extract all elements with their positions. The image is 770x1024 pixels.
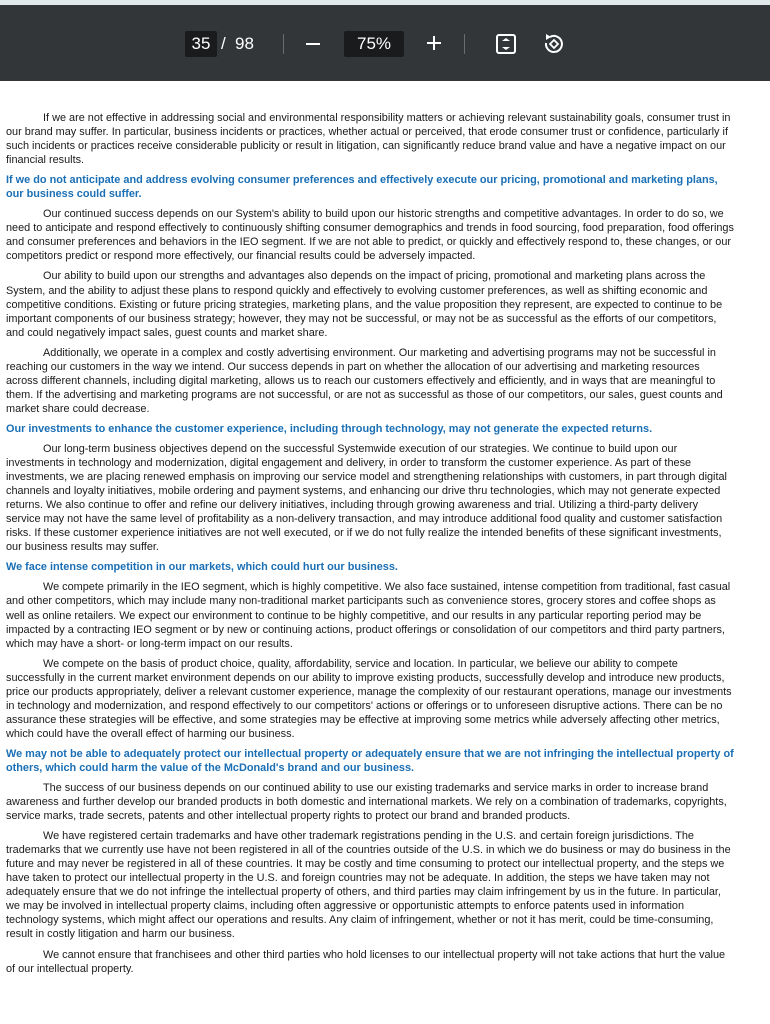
paragraph: Our continued success depends on our System's ability to build upon our historic strengths and competitive advantages. In order to do so, we need to anticipate and respond effectively to continuously shifting consumer demographics and trends in food sourcing, food preparation, food offerings and consumer preferences and behaviors in the IEO segment. If we are not able to predict, or quickly and effectively respond to, these changes, or our competitors predict or respond more effectively, our financial results could be adversely impacted.	[6, 208, 734, 263]
section-heading: We may not be able to adequately protect our intellectual property or adequately ensure that we are not infringing the intellectual property of others, which could harm the value of the McDonald's brand and our business.	[6, 747, 734, 774]
minus-icon	[300, 31, 326, 57]
zoom-out-button[interactable]	[300, 31, 326, 57]
page-separator: /	[221, 34, 226, 53]
paragraph: We cannot ensure that franchisees and other third parties who hold licenses to our intellectual property will not take actions that hurt the value of our intellectual property.	[6, 948, 726, 975]
page-total: 98	[235, 34, 254, 53]
section-heading: If we do not anticipate and address evolving consumer preferences and effectively execute our pricing, promotional and marketing plans, our business could suffer.	[6, 174, 718, 201]
paragraph: We compete on the basis of product choice, quality, affordability, service and location. In particular, we believe our ability to compete successfully in the current market environment depends on our ability to improve existing products, successfully develop and introduce new products, price our products appropriately, deliver a relevant customer experience, manage the complexity of our restaurant operations, manage our investments in technology and modernization, and respond effectively to our competitors' actions or offerings or to unforeseen disruptive actions. There can be no assurance these strategies will be effective, and some strategies may be effective at improving some metrics while adversely affecting other metrics, which could have the overall effect of harming our business.	[6, 657, 732, 740]
paragraph: Our long-term business objectives depend on the successful Systemwide execution of our strategies. We continue to build upon our investments in technology and modernization, digital engagement and delivery, in order to transform the customer experience. As part of these investments, we are placing renewed emphasis on improving our service model and strengthening relationships with customers, in part through digital channels and loyalty initiatives, mobile ordering and payment systems, and enhancing our drive thru technologies, which may not generate expected returns. We also continue to offer and refine our delivery initiatives, including through growing awareness and trial. Utilizing a third-party delivery service may not have the same level of profitability as a non-delivery transaction, and may introduce additional food quality and customer satisfaction risks. If these customer experience initiatives are not well executed, or if we do not fully realize the intended benefits of these significant investments, our business results may suffer.	[6, 442, 727, 554]
paragraph: Additionally, we operate in a complex and costly advertising environment. Our marketing and advertising programs may not be successful in reaching our customers in the way we intend. Our success depends in part on whether the allocation of our advertising and marketing resources across different channels, including digital marketing, allows us to reach our customers effectively and efficiently, and in ways that are meaningful to them. If the advertising and marketing programs are not successful, or are not as successful as those of our competitors, our sales, guest counts and market share could decrease.	[6, 346, 723, 415]
rotate-icon	[540, 30, 568, 58]
fit-to-page-button[interactable]	[493, 31, 519, 57]
paragraph: We compete primarily in the IEO segment, which is highly competitive. We also face sustained, intense competition from traditional, fast casual and other competitors, which may include many non-traditional market participants such as convenience stores, grocery stores and coffee shops as well as online retailers. We expect our environment to continue to be highly competitive, and our results in any particular reporting period may be impacted by a contracting IEO segment or by new or continuing actions, product offerings or consolidation of our competitors and third party partners, which may have a short- or long-term impact on our results.	[6, 581, 731, 650]
toolbar-divider	[464, 34, 465, 54]
paragraph: The success of our business depends on our continued ability to use our existing trademarks and service marks in order to increase brand awareness and further develop our branded products in both domestic and international markets. We rely on a combination of trademarks, copyrights, service marks, trade secrets, patents and other intellectual property rights to protect our brand and branded products.	[6, 782, 727, 823]
rotate-button[interactable]	[540, 30, 568, 58]
fit-to-page-icon	[493, 31, 519, 57]
section-heading: Our investments to enhance the customer experience, including through technology, may not generate the expected returns.	[6, 422, 653, 435]
paragraph: If we are not effective in addressing social and environmental responsibility matters or achieving relevant sustainability goals, consumer trust in our brand may suffer. In particular, business incidents or practices, whether actual or perceived, that erode consumer trust or confidence, particularly if such incidents or practices receive considerable publicity or result in litigation, can significantly reduce brand value and have a negative impact on our financial results.	[6, 112, 731, 167]
zoom-level-input[interactable]: 75%	[344, 31, 404, 57]
pdf-toolbar	[0, 5, 770, 81]
paragraph: Our ability to build upon our strengths and advantages also depends on the impact of pricing, promotional and marketing plans across the System, and the ability to adjust these plans to respond quickly and effectively to evolving customer preferences, as well as shifting economic and competitive conditions. Existing or future pricing strategies, marketing plans, and the value proposition they represent, are expected to continue to be important components of our business strategy; however, they may not be successful, or may not be as successful as the efforts of our competitors, and could negatively impact sales, guest counts and market share.	[6, 270, 723, 339]
plus-icon	[422, 30, 446, 56]
zoom-in-button[interactable]	[422, 30, 446, 56]
page-number-input[interactable]: 35	[185, 31, 217, 57]
paragraph: We have registered certain trademarks and have other trademark registrations pending in the U.S. and certain foreign jurisdictions. The trademarks that we currently use have not been registered in all of the countries outside of the U.S. in which we do business or may do business in the future and may never be registered in all of these countries. It may be costly and time consuming to protect our intellectual property, and the steps we have taken to protect our intellectual property in the U.S. and foreign countries may not be adequate. In addition, the steps we have taken may not adequately ensure that we do not infringe the intellectual property of others, and third parties may claim infringement by us in the future. In particular, we may be involved in intellectual property claims, including often aggressive or opportunistic attempts to enforce patents used in information technology systems, which might affect our operations and results. Any claim of infringement, whether or not it has merit, could be time-consuming, result in costly litigation and harm our business.	[6, 830, 731, 941]
section-heading: We face intense competition in our markets, which could hurt our business.	[6, 561, 398, 574]
document-page	[6, 111, 734, 982]
toolbar-divider	[283, 34, 284, 54]
